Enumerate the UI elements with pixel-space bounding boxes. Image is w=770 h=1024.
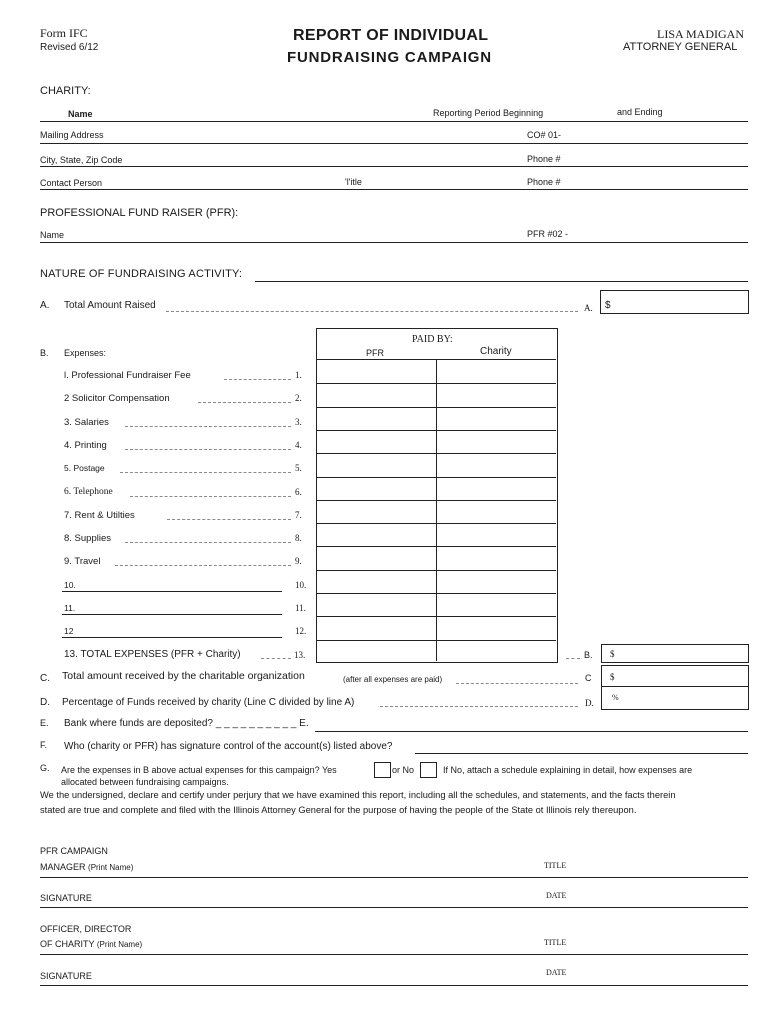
charity-section-label: CHARITY: bbox=[40, 85, 91, 97]
co-number-field[interactable] bbox=[566, 128, 748, 142]
total-raised-field[interactable] bbox=[600, 290, 749, 314]
or-no-label: or No bbox=[392, 765, 415, 775]
pfr-number-field[interactable] bbox=[575, 227, 748, 241]
officer-date-label: DATE bbox=[546, 968, 567, 977]
mailing-address-label: Mailing Address bbox=[40, 130, 104, 140]
period-begin-field[interactable] bbox=[548, 106, 613, 120]
co-number-label: CO# 01- bbox=[527, 130, 562, 140]
expense-charity-field-12[interactable] bbox=[438, 618, 555, 637]
expense-line-number-12: 12. bbox=[295, 626, 307, 636]
official-title: ATTORNEY GENERAL bbox=[623, 41, 738, 53]
total-raised-label: Total Amount Raised bbox=[64, 300, 156, 311]
expense-line-number-7: 7. bbox=[295, 510, 302, 520]
expense-row-rule-5 bbox=[317, 453, 556, 454]
form-title-line1: REPORT OF INDIVIDUAL bbox=[293, 27, 489, 44]
pfr-title-field[interactable] bbox=[575, 860, 748, 874]
line-c-letter: C. bbox=[40, 673, 50, 684]
percentage-unit: % bbox=[612, 693, 619, 702]
expense-row-rule-12 bbox=[317, 616, 556, 617]
amount-received-currency: $ bbox=[610, 672, 615, 682]
expense-charity-field-10[interactable] bbox=[438, 572, 555, 591]
contact-person-field[interactable] bbox=[105, 176, 340, 190]
if-no-instructions-line2: allocated between fundraising campaigns. bbox=[61, 777, 229, 787]
expense-line-number-6: 6. bbox=[295, 487, 302, 497]
expense-label-11: 11. bbox=[64, 603, 76, 613]
contact-person-rule bbox=[40, 189, 748, 190]
paid-by-label: PAID BY: bbox=[412, 334, 453, 345]
pfr-signature-label: SIGNATURE bbox=[40, 893, 92, 903]
bank-label: Bank where funds are deposited? _ _ _ _ _ _ _ _ _ _ E. bbox=[64, 718, 309, 729]
mailing-address-field[interactable] bbox=[115, 128, 515, 142]
officer-name-field[interactable] bbox=[160, 937, 530, 951]
contact-title-label: 'l'itle bbox=[345, 177, 362, 187]
total-expenses-label: 13. TOTAL EXPENSES (PFR + Charity) bbox=[64, 649, 241, 660]
period-begin-label: Reporting Period Beginning bbox=[433, 108, 544, 118]
officer-label-line1: OFFICER, DIRECTOR bbox=[40, 924, 132, 934]
amount-received-field[interactable] bbox=[601, 665, 749, 687]
pfr-date-label: DATE bbox=[546, 891, 567, 900]
expense-pfr-field-6[interactable] bbox=[318, 479, 435, 498]
charity-name-rule bbox=[40, 121, 748, 122]
expense-other-rule-10 bbox=[62, 591, 282, 592]
contact-title-field[interactable] bbox=[370, 176, 520, 190]
expense-label-8: 8. Supplies bbox=[64, 533, 112, 544]
pfr-name-rule bbox=[40, 242, 748, 243]
line-e-letter: E. bbox=[40, 718, 49, 728]
line-g-letter: G. bbox=[40, 763, 50, 773]
expense-row-rule-10 bbox=[317, 570, 556, 571]
line-a-right-letter: A. bbox=[584, 303, 593, 313]
expense-pfr-field-8[interactable] bbox=[318, 525, 435, 544]
officer-label-text: OF CHARITY bbox=[40, 939, 95, 949]
phone-field-2[interactable] bbox=[566, 176, 748, 190]
expense-other-field-10[interactable] bbox=[80, 577, 280, 591]
expense-pfr-field-2[interactable] bbox=[318, 385, 435, 404]
officer-title-field[interactable] bbox=[575, 937, 748, 951]
pfr-title-label: TITLE bbox=[544, 861, 567, 870]
expense-line-number-5: 5. bbox=[295, 463, 302, 473]
pfr-manager-rule bbox=[40, 877, 748, 878]
expense-row-rule-2 bbox=[317, 383, 556, 384]
expense-other-rule-12 bbox=[62, 637, 282, 638]
charity-name-label: Name bbox=[68, 109, 93, 119]
charity-name-field[interactable] bbox=[100, 106, 420, 120]
pfr-print-name-note: (Print Name) bbox=[88, 863, 134, 872]
city-state-zip-field[interactable] bbox=[130, 152, 515, 166]
expense-line-number-2: 2. bbox=[295, 393, 302, 403]
expense-leader-3 bbox=[125, 426, 291, 427]
line-f-letter: F. bbox=[40, 740, 48, 750]
expense-label-4: 4. Printing bbox=[64, 440, 107, 451]
expense-pfr-field-4[interactable] bbox=[318, 432, 435, 451]
total-raised-currency: $ bbox=[605, 300, 611, 311]
total-expenses-field[interactable] bbox=[601, 644, 749, 663]
actual-expenses-yes-checkbox[interactable] bbox=[374, 762, 391, 778]
period-end-field[interactable] bbox=[663, 106, 748, 120]
expense-pfr-field-1[interactable] bbox=[318, 362, 435, 381]
expense-charity-field-7[interactable] bbox=[438, 502, 555, 521]
expense-row-rule-11 bbox=[317, 593, 556, 594]
city-state-zip-label: City, State, Zip Code bbox=[40, 155, 123, 165]
pfr-signature-field[interactable] bbox=[100, 890, 530, 904]
expense-pfr-field-7[interactable] bbox=[318, 502, 435, 521]
amount-received-label: Total amount received by the charitable organization bbox=[62, 670, 305, 682]
expense-line-number-4: 4. bbox=[295, 440, 302, 450]
officer-signature-label: SIGNATURE bbox=[40, 971, 92, 981]
expense-charity-field-2[interactable] bbox=[438, 385, 555, 404]
period-end-label: and Ending bbox=[617, 107, 663, 117]
expense-label-6: 6. Telephone bbox=[64, 487, 113, 497]
expense-leader-6 bbox=[130, 496, 291, 497]
expense-label-9: 9. Travel bbox=[64, 556, 101, 567]
total-expenses-num: 13. bbox=[294, 650, 306, 660]
officer-name-rule bbox=[40, 954, 748, 955]
pfr-manager-label-line1: PFR CAMPAIGN bbox=[40, 846, 108, 856]
expense-row-rule-7 bbox=[317, 500, 556, 501]
expense-pfr-field-9[interactable] bbox=[318, 548, 435, 567]
nature-of-activity-label: NATURE OF FUNDRAISING ACTIVITY: bbox=[40, 268, 243, 280]
line-b-right-letter: B. bbox=[584, 650, 593, 660]
expense-other-field-11[interactable] bbox=[80, 600, 280, 614]
if-no-instructions: If No, attach a schedule explaining in detail, how expenses are bbox=[443, 765, 693, 775]
total-expenses-charity-field[interactable] bbox=[438, 640, 555, 660]
expense-pfr-field-12[interactable] bbox=[318, 618, 435, 637]
official-name: LISA MADIGAN bbox=[657, 27, 744, 41]
expense-label-5: 5. Postage bbox=[64, 463, 105, 473]
officer-signature-rule bbox=[40, 985, 748, 986]
expense-line-number-9: 9. bbox=[295, 556, 302, 566]
signature-control-rule bbox=[415, 753, 748, 754]
officer-signature-field[interactable] bbox=[100, 968, 530, 982]
expense-leader-4 bbox=[125, 449, 291, 450]
expense-line-number-11: 11. bbox=[295, 603, 306, 613]
pfr-section-label: PROFESSIONAL FUND RAISER (PFR): bbox=[40, 207, 239, 219]
total-expenses-currency: $ bbox=[610, 649, 615, 659]
line-d-right-letter: D. bbox=[585, 698, 594, 708]
expense-leader-1 bbox=[224, 379, 291, 380]
declaration-line2: stated are true and complete and filed with the Illinois Attorney General for the purpose of having the people of the State ot Illinois rely thereupon. bbox=[40, 805, 637, 815]
pfr-name-field[interactable] bbox=[70, 227, 515, 241]
expense-charity-field-4[interactable] bbox=[438, 432, 555, 451]
expense-charity-field-3[interactable] bbox=[438, 409, 555, 428]
expense-label-12: 12 bbox=[64, 626, 74, 636]
total-expenses-leader bbox=[261, 658, 291, 659]
actual-expenses-question: Are the expenses in B above actual expenses for this campaign? Yes bbox=[61, 765, 337, 775]
line-c-right-letter: C bbox=[585, 673, 592, 683]
expense-row-rule-6 bbox=[317, 477, 556, 478]
city-state-zip-rule bbox=[40, 166, 748, 167]
expense-pfr-field-5[interactable] bbox=[318, 455, 435, 474]
pfr-column-header: PFR bbox=[366, 348, 384, 358]
expense-charity-field-1[interactable] bbox=[438, 362, 555, 381]
expense-other-rule-11 bbox=[62, 614, 282, 615]
officer-date-field[interactable] bbox=[575, 968, 748, 982]
phone-label-2: Phone # bbox=[527, 177, 561, 187]
percentage-field[interactable] bbox=[601, 686, 749, 710]
expense-pfr-field-11[interactable] bbox=[318, 595, 435, 614]
revision-date: Revised 6/12 bbox=[40, 42, 99, 53]
expense-row-rule-9 bbox=[317, 546, 556, 547]
bank-rule bbox=[315, 731, 748, 732]
expense-charity-field-6[interactable] bbox=[438, 479, 555, 498]
pfr-manager-label-line2 bbox=[40, 862, 133, 872]
expense-label-2: 2 Solicitor Compensation bbox=[64, 393, 170, 404]
line-c-leader bbox=[456, 683, 578, 684]
expense-label-3: 3. Salaries bbox=[64, 417, 109, 428]
line-d-leader bbox=[380, 706, 578, 707]
expense-charity-field-9[interactable] bbox=[438, 548, 555, 567]
line-a-letter: A. bbox=[40, 300, 50, 311]
pfr-date-field[interactable] bbox=[575, 890, 748, 904]
expense-leader-9 bbox=[115, 565, 291, 566]
mailing-address-rule bbox=[40, 143, 748, 144]
expense-row-rule-4 bbox=[317, 430, 556, 431]
officer-label-line2 bbox=[40, 939, 142, 949]
expense-row-rule-3 bbox=[317, 407, 556, 408]
expense-charity-field-8[interactable] bbox=[438, 525, 555, 544]
declaration-line1: We the undersigned, declare and certify under perjury that we have examined this report, including all the schedules, and statements, and the facts therein bbox=[40, 790, 676, 800]
expense-row-rule-8 bbox=[317, 523, 556, 524]
signature-control-label: Who (charity or PFR) has signature control of the account(s) listed above? bbox=[64, 741, 393, 752]
line-b-letter: B. bbox=[40, 348, 49, 358]
expense-leader-5 bbox=[120, 472, 291, 473]
total-expenses-pfr-field[interactable] bbox=[318, 640, 435, 660]
officer-print-name-note: (Print Name) bbox=[96, 940, 143, 949]
contact-person-label: Contact Person bbox=[40, 178, 103, 188]
signature-control-field[interactable] bbox=[418, 739, 748, 753]
charity-column-header: Charity bbox=[480, 346, 512, 357]
expense-line-number-1: 1. bbox=[295, 370, 302, 380]
line-a-leader bbox=[166, 311, 578, 312]
expense-line-number-10: 10. bbox=[295, 580, 307, 590]
nature-of-activity-rule bbox=[255, 281, 748, 282]
expense-charity-field-5[interactable] bbox=[438, 455, 555, 474]
expense-label-7: 7. Rent & Utilties bbox=[64, 510, 135, 521]
phone-field-1[interactable] bbox=[566, 152, 748, 166]
pfr-signature-rule bbox=[40, 907, 748, 908]
expense-charity-field-11[interactable] bbox=[438, 595, 555, 614]
amount-received-note: (after all expenses are paid) bbox=[343, 675, 443, 684]
expense-pfr-field-3[interactable] bbox=[318, 409, 435, 428]
expense-other-field-12[interactable] bbox=[80, 623, 280, 637]
percentage-label: Percentage of Funds received by charity (Line C divided by line A) bbox=[62, 697, 355, 708]
expense-line-number-8: 8. bbox=[295, 533, 302, 543]
pfr-number-label: PFR #02 - bbox=[527, 229, 569, 239]
expense-leader-8 bbox=[125, 542, 291, 543]
nature-of-activity-field[interactable] bbox=[258, 266, 748, 280]
pfr-manager-name-field[interactable] bbox=[150, 860, 530, 874]
form-title-line2: FUNDRAISING CAMPAIGN bbox=[287, 49, 492, 66]
line-b-leader bbox=[566, 658, 580, 659]
expense-line-number-3: 3. bbox=[295, 417, 302, 427]
pfr-manager-label-text: MANAGER bbox=[40, 862, 86, 872]
form-id: Form IFC bbox=[40, 26, 88, 40]
expense-leader-7 bbox=[167, 519, 291, 520]
officer-title-label: TITLE bbox=[544, 938, 567, 947]
expense-leader-2 bbox=[198, 402, 291, 403]
bank-field[interactable] bbox=[318, 716, 748, 730]
expense-label-10: 10. bbox=[64, 580, 76, 590]
phone-label-1: Phone # bbox=[527, 154, 561, 164]
expense-pfr-field-10[interactable] bbox=[318, 572, 435, 591]
line-d-letter: D. bbox=[40, 697, 50, 708]
actual-expenses-no-checkbox[interactable] bbox=[420, 762, 437, 778]
pfr-name-label: Name bbox=[40, 230, 65, 240]
expense-label-1: l. Professional Fundraiser Fee bbox=[64, 370, 191, 381]
expenses-label: Expenses: bbox=[64, 348, 107, 358]
